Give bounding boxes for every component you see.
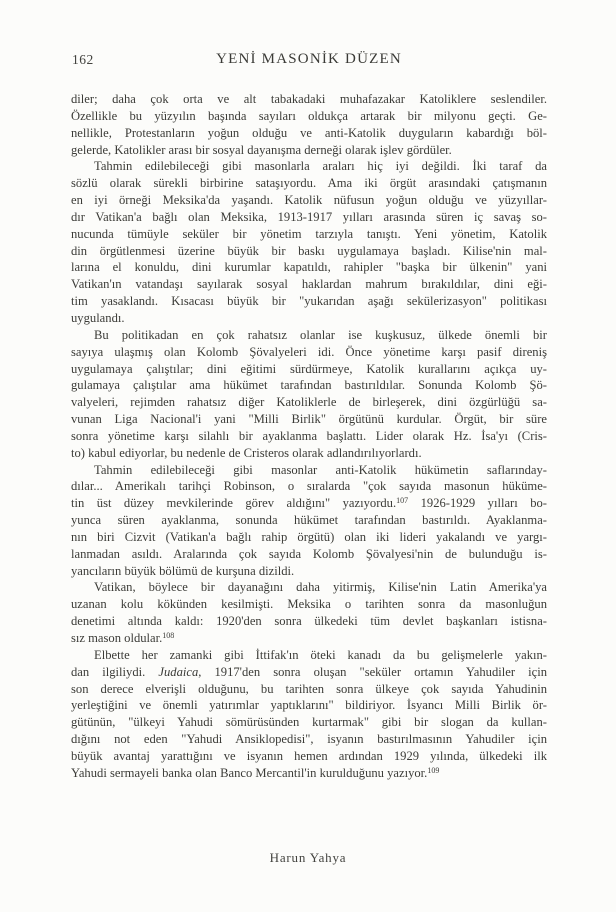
text-line [71, 108, 547, 125]
text-line [71, 192, 547, 209]
text-line [71, 462, 547, 479]
footnote-reference: 107 [396, 496, 409, 506]
text-segment: vunan Liga Nacional'i yani "Milli Birlik" örgütünü kurdular. Örgüt, bir süre [71, 412, 547, 427]
text-segment: din örgütlenmesi üzerine büyük bir baskı uygulamaya başladı. Kilise'nin mal- [71, 243, 547, 258]
text-line [71, 327, 547, 344]
text-line [71, 765, 547, 782]
text-segment: dılar... Amerikalı tarihçi Robinson, o sıralarda "çok sayıda masonun hüküme- [71, 479, 547, 494]
text-line [71, 630, 547, 647]
text-segment: valyeleri, rejimden rahatsız diğer Katoliklerle de birleşerek, dini özgürlüğü sa- [71, 395, 547, 410]
text-line [71, 310, 547, 327]
text-line [71, 697, 547, 714]
text-line [71, 209, 547, 226]
body-text [71, 91, 547, 782]
page-footer [0, 850, 616, 866]
text-segment: yancıların büyük bölümü de kurşuna dizildi. [71, 563, 295, 578]
text-line [71, 142, 547, 159]
text-segment: Elbette her zamanki gibi İttifak'ın öteki kanadı da bu gelişmelerle yakın- [94, 647, 547, 662]
paragraph-2 [71, 158, 547, 326]
footnote-reference: 109 [427, 765, 440, 775]
text-line [71, 529, 547, 546]
text-segment: gulamaya çalıştılar ama hükümet tarafından bastırıldılar. Sonunda Kolomb Şö- [71, 378, 547, 393]
text-segment: son derece elverişli olduğunu, bu tarihten sonra ülkeye çok sayıda Yahudinin [71, 681, 547, 696]
text-line [71, 377, 547, 394]
paragraph-5 [71, 579, 547, 646]
text-segment: Özellikle bu yüzyılın başında sayıları oldukça artarak bir milyonu geçti. Ge- [71, 108, 547, 123]
text-segment: lanmadan asıldı. Aralarında çok sayıda Kolomb Şövalyesi'nin de bulunduğu is- [71, 546, 547, 561]
text-segment: dır Vatikan'a bağlı olan Meksika, 1913-1917 yılları arasında süren iç savaş so- [71, 209, 547, 224]
text-segment: tin üst düzey mevkilerinde görev aldığını" yazıyordu. [71, 496, 397, 511]
text-segment: diler; daha çok orta ve alt tabakadaki muhafazakar Katoliklere seslendiler. [71, 92, 547, 106]
text-line [71, 664, 547, 681]
text-line [71, 563, 547, 580]
text-line [71, 175, 547, 192]
text-segment: Tahmin edilebileceği gibi masonlarla araları hiç iyi değildi. İki taraf da [94, 159, 547, 174]
footer-author: Harun Yahya [269, 850, 347, 865]
text-segment: larına el konuldu, dini kurumlar kapatıldı, rahipler "başka bir ülkenin" yani [71, 260, 547, 275]
text-line [71, 596, 547, 613]
paragraph-1 [71, 91, 547, 158]
footnote-reference: 108 [162, 631, 175, 640]
text-line [71, 445, 547, 462]
text-line [71, 714, 547, 731]
text-segment: uygulamaya çalıştılar; dini eğitimi sürdürmeye, Katolik kurallarını açıkça uy- [71, 361, 547, 376]
text-segment: sözlü olarak sürekli birbirine sataşıyordu. Ama iki örgüt arasındaki çatışmanın [71, 176, 547, 191]
text-line [71, 91, 547, 108]
text-line [71, 579, 547, 596]
text-line [71, 478, 547, 495]
text-segment: Vatikan, böylece bir dayanağını daha yitirmiş, Kilise'nin Latin Amerika'ya [94, 580, 547, 595]
text-segment: Bu politikadan en çok rahatsız olanlar ise kuşkusuz, ülkede önemli bir [94, 327, 547, 342]
italic-text: Judaica [158, 664, 199, 679]
text-segment: tim yasaklandı. Kısacası büyük bir "yukarıdan aşağı sekülerizasyon" politikası [71, 294, 547, 309]
text-segment: Yahudi sermayeli banka olan Banco Mercantil'in kurulduğunu yazıyor. [71, 765, 428, 780]
text-segment: uygulandı. [71, 310, 125, 325]
text-segment: Tahmin edilebileceği gibi masonlar anti-Katolik hükümetin saflarınday- [94, 462, 547, 477]
paragraph-6 [71, 647, 547, 782]
text-segment: yerleştiğini ve önemli yatırımlar yaptıklarını" bildiriyor. İsyancı Milli Birlik ör- [71, 698, 547, 713]
text-line [71, 512, 547, 529]
text-segment: dan ilgiliydi. [71, 664, 159, 679]
text-line [71, 411, 547, 428]
page-number: 162 [72, 52, 94, 67]
text-line [71, 731, 547, 748]
text-segment: sız mason oldular. [71, 631, 163, 645]
text-line [71, 125, 547, 142]
text-segment: 1926-1929 yılları bo- [408, 496, 547, 511]
text-line [71, 361, 547, 378]
text-segment: to) kabul ediyorlar, bu nedenle de Cristeros olarak adlandırılıyorlardı. [71, 445, 422, 460]
text-segment: dığını not eden "Yahudi Ansiklopedisi", isyanın bastırılmasının Yahudiler için [71, 732, 547, 747]
text-segment: nellikle, Protestanların yoğun olduğu ve anti-Katolik duyguların kabardığı böl- [71, 125, 547, 140]
text-line [71, 293, 547, 310]
text-segment: gütünün, "ülkeyi Yahudi sömürüsünden kurtarmak" gibi bir slogan da kullan- [71, 715, 547, 730]
text-segment: uzanan kolu kökünden kesilmişti. Meksika o tarihten sonra da masonluğun [71, 597, 547, 612]
text-segment: sonra yönetime karşı silahlı bir ayaklanma başlattı. Lider olarak Hz. İsa'yı (Cris- [71, 428, 547, 443]
text-segment: büyük avantaj yarattığını ve isyanın hemen ardından 1929 yılında, ülkedeki ilk [71, 748, 547, 763]
text-segment: Vatikan'ın vatandaşı sayılarak sosyal haklardan mahrum bırakıldılar, dini eği- [71, 277, 547, 292]
text-line [71, 243, 547, 260]
text-line [71, 546, 547, 563]
paragraph-4 [71, 462, 547, 580]
text-segment: en iyi örneği Meksika'da yaşandı. Katolik nüfusun yoğun olduğu ve yüzyıllar- [71, 193, 547, 208]
page-header [71, 51, 547, 69]
text-segment: , 1917'den sonra oluşan "seküler ortamın Yahudiler için [198, 664, 547, 679]
text-line [71, 226, 547, 243]
text-line [71, 344, 547, 361]
text-line [71, 681, 547, 698]
text-line [71, 158, 547, 175]
text-line [71, 276, 547, 293]
text-line [71, 259, 547, 276]
text-segment: nın biri Cizvit (Vatikan'a bağlı rahip örgütü) olan iki lideri yakalandı ve yargı- [71, 529, 547, 544]
paragraph-3 [71, 327, 547, 462]
text-line [71, 495, 547, 512]
text-line [71, 428, 547, 445]
text-segment: yunca süren ayaklanma, sonunda hükümet tarafından bastırıldı. Ayaklanma- [71, 513, 547, 528]
text-line [71, 613, 547, 630]
text-segment: sayıya ulaşmış olan Kolomb Şövalyeleri idi. Önce yönetime karşı pasif direniş [71, 344, 547, 359]
running-title: YENİ MASONİK DÜZEN [216, 51, 402, 67]
text-line [71, 748, 547, 765]
text-line [71, 647, 547, 664]
text-line [71, 394, 547, 411]
text-segment: gelerde, Katolikler arası bir sosyal dayanışma derneği olarak işlev gördüler. [71, 142, 452, 157]
text-segment: denetimi altında kaldı: 1920'den sonra ülkedeki tüm devlet başkanları istisna- [71, 614, 547, 629]
text-segment: nucunda tümüyle seküler bir yönetim tarzıyla tanıştı. Yeni yönetim, Katolik [71, 226, 547, 241]
